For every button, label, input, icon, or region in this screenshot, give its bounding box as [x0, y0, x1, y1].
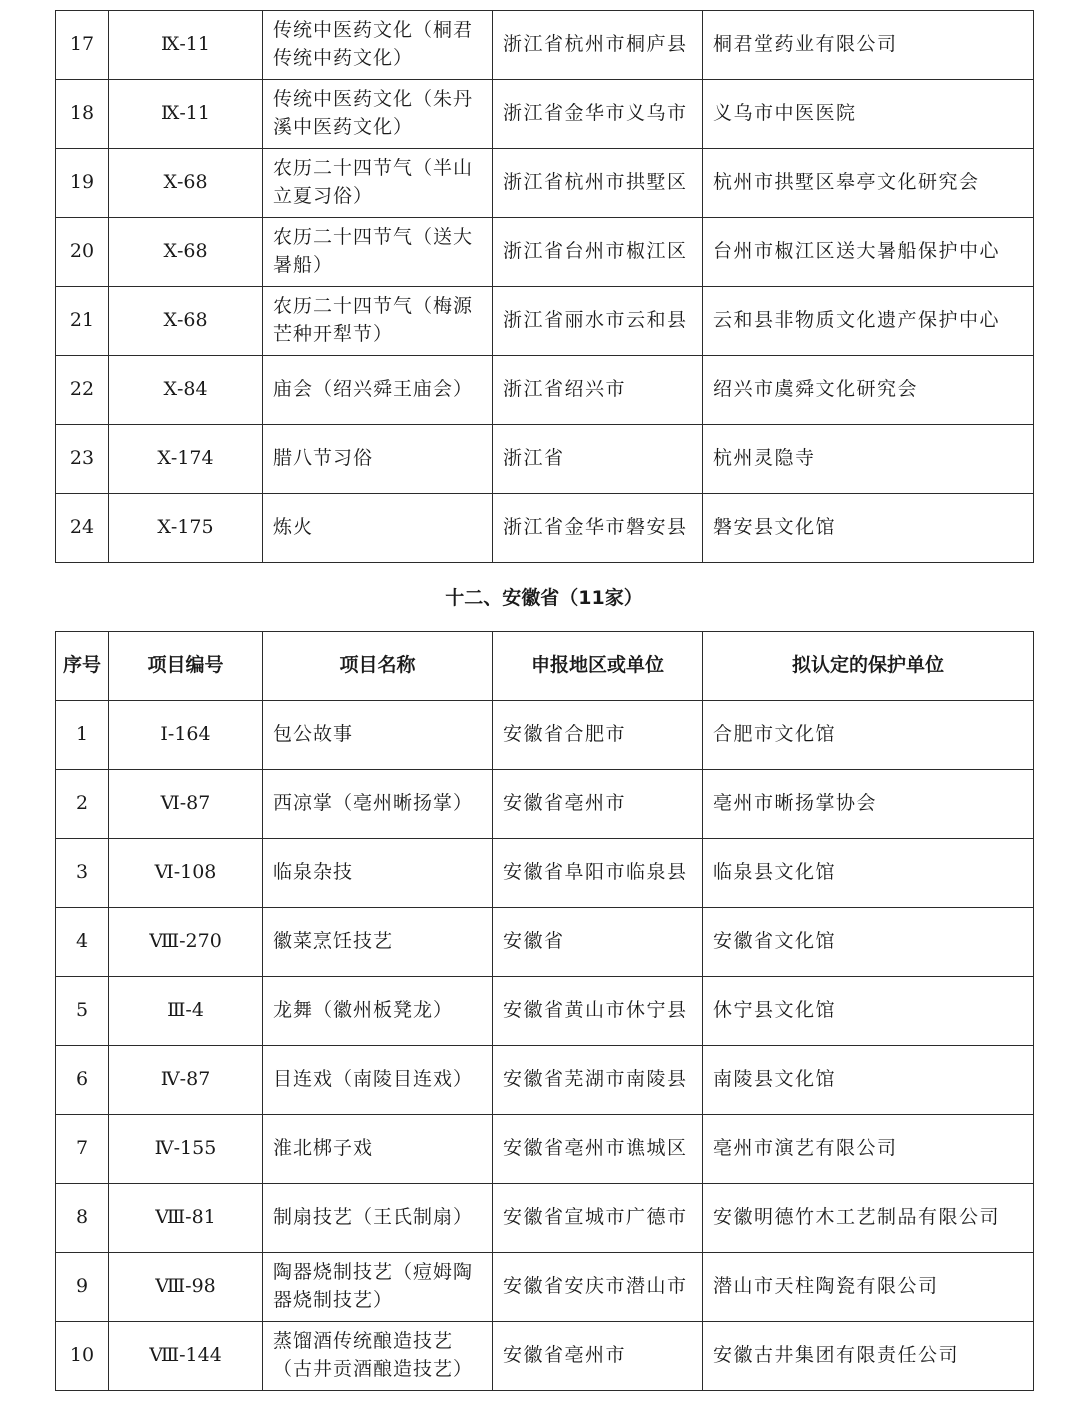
table-row	[56, 701, 1034, 770]
cell-code: Ⅷ-98	[109, 1253, 263, 1322]
cell-seq: 22	[56, 356, 109, 425]
header-code: 项目编号	[109, 632, 263, 701]
cell-project-name: 腊八节习俗	[263, 425, 493, 494]
cell-protection-unit: 杭州市拱墅区皋亭文化研究会	[703, 149, 1034, 218]
cell-project-name: 传统中医药文化（朱丹溪中医药文化）	[263, 80, 493, 149]
table-row	[56, 1253, 1034, 1322]
cell-seq: 9	[56, 1253, 109, 1322]
cell-region: 安徽省宣城市广德市	[493, 1184, 703, 1253]
header-name: 项目名称	[263, 632, 493, 701]
cell-protection-unit: 义乌市中医医院	[703, 80, 1034, 149]
cell-protection-unit: 安徽明德竹木工艺制品有限公司	[703, 1184, 1034, 1253]
header-region: 申报地区或单位	[493, 632, 703, 701]
cell-region: 安徽省阜阳市临泉县	[493, 839, 703, 908]
cell-protection-unit: 南陵县文化馆	[703, 1046, 1034, 1115]
cell-project-name: 临泉杂技	[263, 839, 493, 908]
cell-region: 安徽省安庆市潜山市	[493, 1253, 703, 1322]
table-row	[56, 287, 1034, 356]
table-row	[56, 977, 1034, 1046]
cell-code: Ⅹ-84	[109, 356, 263, 425]
table-row	[56, 80, 1034, 149]
cell-code: Ⅷ-270	[109, 908, 263, 977]
cell-region: 浙江省绍兴市	[493, 356, 703, 425]
table-row	[56, 1184, 1034, 1253]
section-heading-anhui: 十二、安徽省（11家）	[445, 587, 643, 609]
cell-seq: 6	[56, 1046, 109, 1115]
cell-project-name: 制扇技艺（王氏制扇）	[263, 1184, 493, 1253]
cell-protection-unit: 临泉县文化馆	[703, 839, 1034, 908]
table-header	[56, 632, 1034, 701]
cell-protection-unit: 云和县非物质文化遗产保护中心	[703, 287, 1034, 356]
cell-project-name: 西凉掌（亳州晰扬掌）	[263, 770, 493, 839]
cell-region: 安徽省亳州市	[493, 770, 703, 839]
cell-region: 浙江省丽水市云和县	[493, 287, 703, 356]
cell-seq: 7	[56, 1115, 109, 1184]
cell-seq: 19	[56, 149, 109, 218]
cell-protection-unit: 亳州市演艺有限公司	[703, 1115, 1034, 1184]
cell-region: 安徽省	[493, 908, 703, 977]
cell-code: Ⅵ-108	[109, 839, 263, 908]
heritage-table-zhejiang-continued	[55, 10, 1034, 563]
table-body	[56, 11, 1034, 563]
cell-code: Ⅹ-175	[109, 494, 263, 563]
cell-project-name: 农历二十四节气（梅源芒种开犁节）	[263, 287, 493, 356]
cell-code: Ⅷ-81	[109, 1184, 263, 1253]
cell-project-name: 包公故事	[263, 701, 493, 770]
header-unit: 拟认定的保护单位	[703, 632, 1034, 701]
cell-protection-unit: 亳州市晰扬掌协会	[703, 770, 1034, 839]
cell-protection-unit: 安徽省文化馆	[703, 908, 1034, 977]
heritage-table-anhui	[55, 631, 1034, 1391]
cell-seq: 8	[56, 1184, 109, 1253]
cell-code: Ⅰ-164	[109, 701, 263, 770]
cell-project-name: 目连戏（南陵目连戏）	[263, 1046, 493, 1115]
cell-project-name: 农历二十四节气（半山立夏习俗）	[263, 149, 493, 218]
cell-protection-unit: 杭州灵隐寺	[703, 425, 1034, 494]
cell-region: 浙江省	[493, 425, 703, 494]
cell-region: 浙江省杭州市拱墅区	[493, 149, 703, 218]
cell-code: Ⅸ-11	[109, 11, 263, 80]
cell-project-name: 陶器烧制技艺（痘姆陶器烧制技艺）	[263, 1253, 493, 1322]
table-row	[56, 1322, 1034, 1391]
cell-region: 安徽省芜湖市南陵县	[493, 1046, 703, 1115]
cell-code: Ⅹ-68	[109, 287, 263, 356]
cell-protection-unit: 绍兴市虞舜文化研究会	[703, 356, 1034, 425]
header-seq: 序号	[56, 632, 109, 701]
cell-region: 浙江省金华市义乌市	[493, 80, 703, 149]
header-row	[56, 632, 1034, 701]
table-row	[56, 770, 1034, 839]
cell-seq: 1	[56, 701, 109, 770]
cell-project-name: 炼火	[263, 494, 493, 563]
cell-project-name: 淮北梆子戏	[263, 1115, 493, 1184]
cell-project-name: 蒸馏酒传统酿造技艺（古井贡酒酿造技艺）	[263, 1322, 493, 1391]
cell-seq: 18	[56, 80, 109, 149]
cell-region: 浙江省台州市椒江区	[493, 218, 703, 287]
cell-project-name: 徽菜烹饪技艺	[263, 908, 493, 977]
cell-protection-unit: 合肥市文化馆	[703, 701, 1034, 770]
cell-seq: 10	[56, 1322, 109, 1391]
cell-region: 浙江省金华市磐安县	[493, 494, 703, 563]
cell-region: 安徽省亳州市	[493, 1322, 703, 1391]
cell-seq: 5	[56, 977, 109, 1046]
cell-region: 浙江省杭州市桐庐县	[493, 11, 703, 80]
cell-seq: 23	[56, 425, 109, 494]
cell-seq: 17	[56, 11, 109, 80]
cell-code: Ⅲ-4	[109, 977, 263, 1046]
cell-seq: 3	[56, 839, 109, 908]
table-row	[56, 425, 1034, 494]
cell-protection-unit: 潜山市天柱陶瓷有限公司	[703, 1253, 1034, 1322]
cell-project-name: 庙会（绍兴舜王庙会）	[263, 356, 493, 425]
cell-protection-unit: 台州市椒江区送大暑船保护中心	[703, 218, 1034, 287]
cell-seq: 24	[56, 494, 109, 563]
cell-project-name: 农历二十四节气（送大暑船）	[263, 218, 493, 287]
cell-protection-unit: 磐安县文化馆	[703, 494, 1034, 563]
cell-code: Ⅹ-68	[109, 149, 263, 218]
cell-protection-unit: 安徽古井集团有限责任公司	[703, 1322, 1034, 1391]
cell-seq: 20	[56, 218, 109, 287]
cell-code: Ⅳ-87	[109, 1046, 263, 1115]
cell-project-name: 传统中医药文化（桐君传统中药文化）	[263, 11, 493, 80]
cell-code: Ⅹ-174	[109, 425, 263, 494]
table-row	[56, 1046, 1034, 1115]
cell-code: Ⅳ-155	[109, 1115, 263, 1184]
cell-seq: 21	[56, 287, 109, 356]
cell-seq: 2	[56, 770, 109, 839]
cell-seq: 4	[56, 908, 109, 977]
cell-project-name: 龙舞（徽州板凳龙）	[263, 977, 493, 1046]
cell-protection-unit: 桐君堂药业有限公司	[703, 11, 1034, 80]
table-row	[56, 839, 1034, 908]
table-row	[56, 356, 1034, 425]
table-row	[56, 494, 1034, 563]
table-row	[56, 218, 1034, 287]
cell-protection-unit: 休宁县文化馆	[703, 977, 1034, 1046]
cell-code: Ⅵ-87	[109, 770, 263, 839]
cell-code: Ⅹ-68	[109, 218, 263, 287]
table-body	[56, 701, 1034, 1391]
cell-region: 安徽省黄山市休宁县	[493, 977, 703, 1046]
cell-code: Ⅸ-11	[109, 80, 263, 149]
table-row	[56, 908, 1034, 977]
cell-code: Ⅷ-144	[109, 1322, 263, 1391]
table-row	[56, 149, 1034, 218]
table-row	[56, 1115, 1034, 1184]
table-row	[56, 11, 1034, 80]
cell-region: 安徽省亳州市谯城区	[493, 1115, 703, 1184]
cell-region: 安徽省合肥市	[493, 701, 703, 770]
